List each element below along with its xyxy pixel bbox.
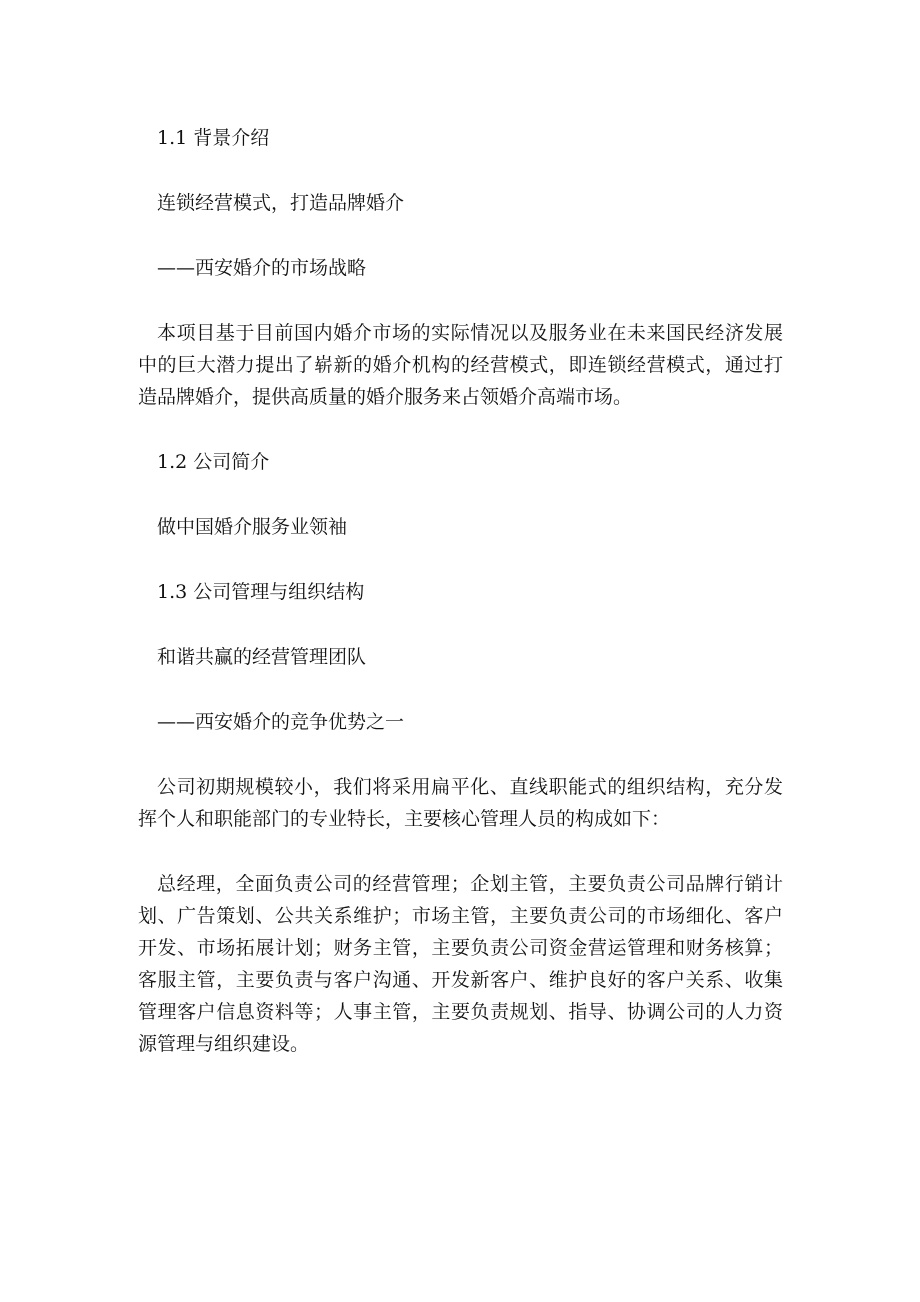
paragraph-management-roles: 总经理，全面负责公司的经营管理；企划主管，主要负责公司品牌行销计划、广告策划、公共关系维护；市场主管，主要负责公司的市场细化、客户开发、市场拓展计划；财务主管，主要负责公司资金营运管理和财务核算；客服主管，主要负责与客户沟通、开发新客户、维护良好的客户关系、收集管理客户信息资料等；人事主管，主要负责规划、指导、协调公司的人力资源管理与组织建设。 <box>138 873 783 1055</box>
section-heading-1-3: 1.3 公司管理与组织结构 <box>157 581 365 603</box>
section-heading-1-2: 1.2 公司简介 <box>157 451 270 473</box>
paragraph-project-overview: 本项目基于目前国内婚介市场的实际情况以及服务业在未来国民经济发展中的巨大潜力提出了崭新的婚介机构的经营模式，即连锁经营模式，通过打造品牌婚介，提供高质量的婚介服务来占领婚介高端市场。 <box>138 322 783 408</box>
subtitle-market-strategy: ——西安婚介的市场战略 <box>157 257 367 279</box>
document-body <box>138 122 783 1060</box>
paragraph-org-structure: 公司初期规模较小，我们将采用扁平化、直线职能式的组织结构，充分发挥个人和职能部门的专业特长，主要核心管理人员的构成如下： <box>138 776 783 830</box>
subtitle-chain-operation: 连锁经营模式，打造品牌婚介 <box>157 192 405 214</box>
subtitle-company-goal: 做中国婚介服务业领袖 <box>157 516 348 538</box>
section-heading-1-1: 1.1 背景介绍 <box>157 127 270 149</box>
subtitle-competitive-advantage: ——西安婚介的竞争优势之一 <box>157 711 405 733</box>
subtitle-management-team: 和谐共赢的经营管理团队 <box>157 646 367 668</box>
